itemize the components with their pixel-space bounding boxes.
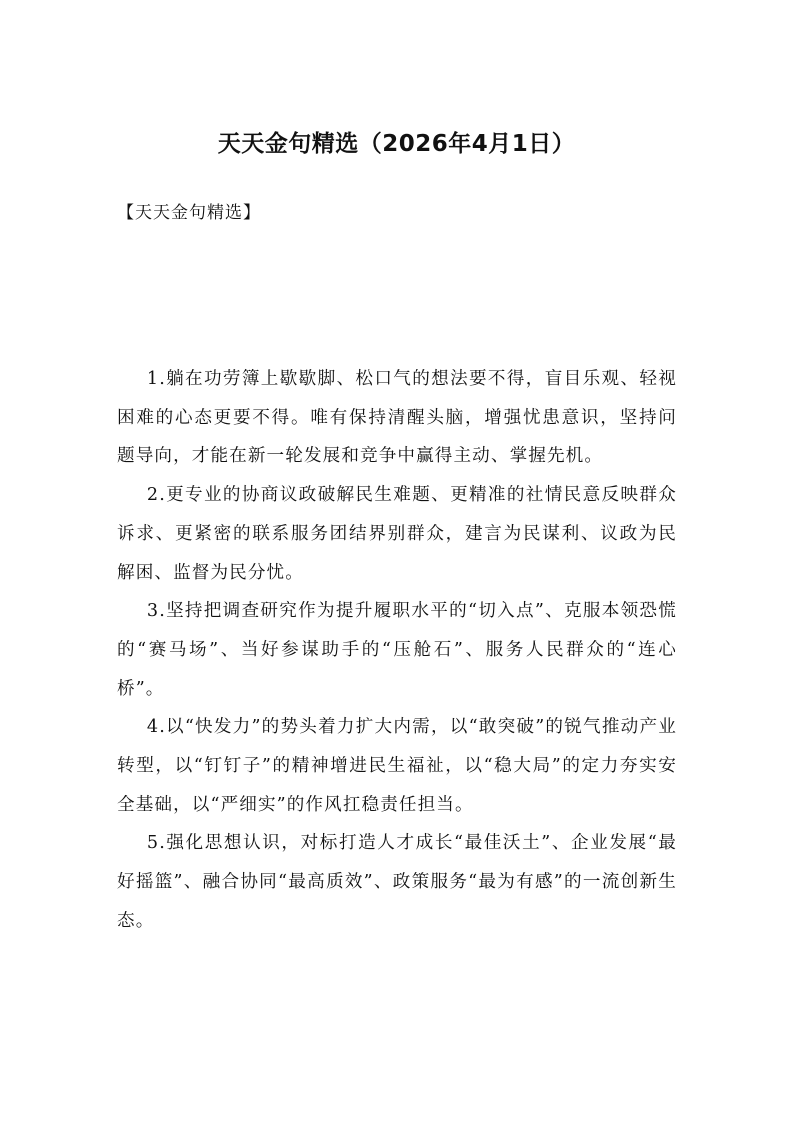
quote-paragraph-5: 5.强化思想认识，对标打造人才成长“最佳沃土”、企业发展“最好摇篮”、融合协同“最高质效”、政策服务“最为有感”的一流创新生态。 [117, 833, 677, 931]
document-title: 天天金句精选（2026年4月1日） [217, 131, 576, 157]
section-tag: 【天天金句精选】 [117, 203, 261, 223]
document-body [117, 360, 677, 941]
quote-paragraph-3: 3.坚持把调查研究作为提升履职水平的“切入点”、克服本领恐慌的“赛马场”、当好参谋助手的“压舱石”、服务人民群众的“连心桥”。 [117, 601, 677, 699]
quote-paragraph-4: 4.以“快发力”的势头着力扩大内需，以“敢突破”的锐气推动产业转型，以“钉钉子”的精神增进民生福祉，以“稳大局”的定力夯实安全基础，以“严细实”的作风扛稳责任担当。 [117, 717, 677, 815]
quote-paragraph-2: 2.更专业的协商议政破解民生难题、更精准的社情民意反映群众诉求、更紧密的联系服务团结界别群众，建言为民谋利、议政为民解困、监督为民分忧。 [117, 485, 677, 583]
quote-paragraph-1: 1.躺在功劳簿上歇歇脚、松口气的想法要不得，盲目乐观、轻视困难的心态更要不得。唯有保持清醒头脑，增强忧患意识，坚持问题导向，才能在新一轮发展和竞争中赢得主动、掌握先机。 [117, 369, 677, 467]
